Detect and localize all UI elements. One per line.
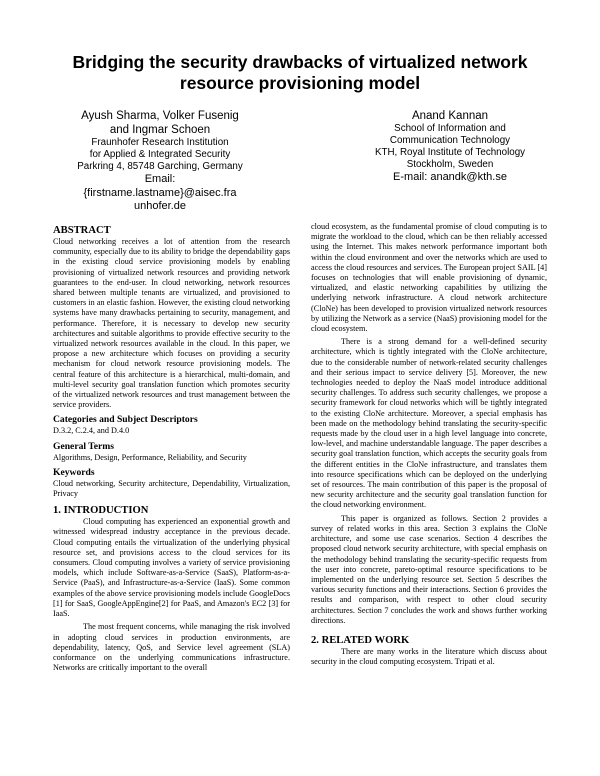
paper-title: Bridging the security drawbacks of virtualized network resource provisioning model (72, 52, 528, 93)
keywords-heading: Keywords (53, 466, 95, 478)
abstract-text: Cloud networking receives a lot of attention from the research community, especially due to its ability to bridge the dependability gaps in the existing cloud service provisioning models by enabling provisioning of virtualized network resources and providing network guarantees to the end-user. In cloud networking, network resources shared between multiple tenants are virtualized, and provisioned to customers in an elastic fashion. However, the existing cloud networking systems have many drawbacks pertaining to security, management, and performance. Therefore, it is necessary to develop new security architectures and suitable algorithms to provide effective security to the virtualized network resources available in the cloud. In this paper, we propose a new architecture which focuses on providing a security mechanism for cloud network resource provisioning models. The central feature of this architecture is a hierarchical, multi-domain, and multi-level security goal translation function which promotes security of the virtualized network resources and trust management between the service providers. (53, 237, 290, 410)
introduction-paragraph-3: cloud ecosystem, as the fundamental promise of cloud computing is to migrate the workload to the cloud, which can be then reliably accessed using the Internet. This makes network performance important both within the cloud environment and over the networks which are used to access the cloud resources and services. The European project SAIL [4] focuses on technologies that will enable provisioning of dynamic, virtualized, and elastic networking capabilities by utilizing the underlying network infrastructure. A cloud network architecture (CloNe) has been developed to provision virtualized network resources by utilizing the Network as a service (NaaS) provisioning model for the cloud ecosystem. (311, 222, 547, 334)
author-block-right (340, 109, 560, 185)
author-names-line-1: Ayush Sharma, Volker Fusenig (81, 110, 239, 122)
abstract-heading: ABSTRACT (53, 225, 111, 236)
introduction-heading: 1. INTRODUCTION (53, 505, 149, 517)
introduction-paragraph-4: There is a strong demand for a well-defined security architecture, which is tightly integrated with the CloNe architecture, due to the considerable number of network-related security challenges and their serious impact to service delivery [5]. Moreover, the new technologies needed to deploy the NaaS model introduce additional security challenges. To address such security challenges, we propose a security framework for cloud networks which will be tightly integrated to the existing CloNe architecture. Moreover, a special emphasis has been made on the methodology behind translating the security-specific requests made by the cloud user in a high level language into concrete, low-level, and machine understandable language. The paper describes a security goal translation function, which accepts the security goals from the different entities in the CloNe infrastructure, and translates them into resource specifications which can be deployed on the underlying set of resources. The main contribution of this paper is the proposal of new security architecture and the security goal translation function for the cloud networking environment. (311, 337, 547, 510)
affiliation-line-2: Communication Technology (389, 135, 511, 146)
email-line-1: {firstname.lastname}@aisec.fra (83, 186, 237, 199)
related-work-heading: 2. RELATED WORK (311, 634, 410, 646)
affiliation-line-1: Fraunhofer Research Institution (91, 137, 229, 148)
affiliation-line-1: School of Information and (394, 123, 506, 134)
keywords-text: Cloud networking, Security architecture, Dependability, Virtualization, Privacy (53, 478, 290, 499)
right-column (311, 222, 547, 667)
left-column (53, 224, 290, 673)
affiliation-line-3: Parkring 4, 85748 Garching, Germany (77, 161, 243, 172)
general-terms-text: Algorithms, Design, Performance, Reliability, and Security (53, 452, 247, 462)
author-name: Anand Kannan (411, 110, 489, 122)
introduction-paragraph-2: The most frequent concerns, while managing the risk involved in adopting cloud services in production environments, are dependability, latency, QoS, and Service level agreement (SLA) conformance on the underlying communications infrastructure. Networks are critically important to the overall (53, 622, 290, 673)
email-line-2: unhofer.de (134, 200, 186, 212)
email-label: Email: (144, 173, 176, 185)
affiliation-line-4: Stockholm, Sweden (406, 159, 494, 170)
related-work-paragraph-1: There are many works in the literature which discuss about security in the cloud computing ecosystem. Tripati et al. (311, 646, 547, 667)
author-email: E-mail: anandk@kth.se (393, 171, 507, 183)
categories-text: D.3.2, C.2.4, and D.4.0 (53, 426, 130, 436)
affiliation-line-3: KTH, Royal Institute of Technology (374, 147, 526, 158)
affiliation-line-2: for Applied & Integrated Security (89, 149, 231, 160)
general-terms-heading: General Terms (53, 440, 115, 452)
categories-heading: Categories and Subject Descriptors (53, 414, 198, 426)
author-block-left (40, 109, 280, 214)
introduction-paragraph-5: This paper is organized as follows. Section 2 provides a survey of related works in this area. Section 3 explains the CloNe architecture, and some use case scenarios. Section 4 describes the proposed cloud network security architecture, with special emphasis on the methodology behind translating the security-specific requests from the user into concrete, pareto-optimal resource specifications to be implemented on the underlying resource set. Section 5 describes the various security functions and their interactions. Section 6 provides the results and comparison, with respect to other cloud security architectures. Section 7 concludes the work and shows further working directions. (311, 513, 547, 625)
introduction-paragraph-1: Cloud computing has experienced an exponential growth and witnessed widespread industry acceptance in the previous decade. Cloud computing entails the virtualization of the underlying physical resource set, and provisions access to the cloud services for its consumers. Cloud computing involves a variety of service provisioning models, which include Software-as-a-Service (SaaS), Platform-as-a-Service (PaaS), and Infrastructure-as-a-Service (IaaS). Some common examples of the above service provisioning models include GoogleDocs [1] for SaaS, GoogleAppEngine[2] for PaaS, and Amazon's EC2 [3] for IaaS. (53, 517, 290, 619)
author-names-line-2: and Ingmar Schoen (109, 124, 211, 136)
